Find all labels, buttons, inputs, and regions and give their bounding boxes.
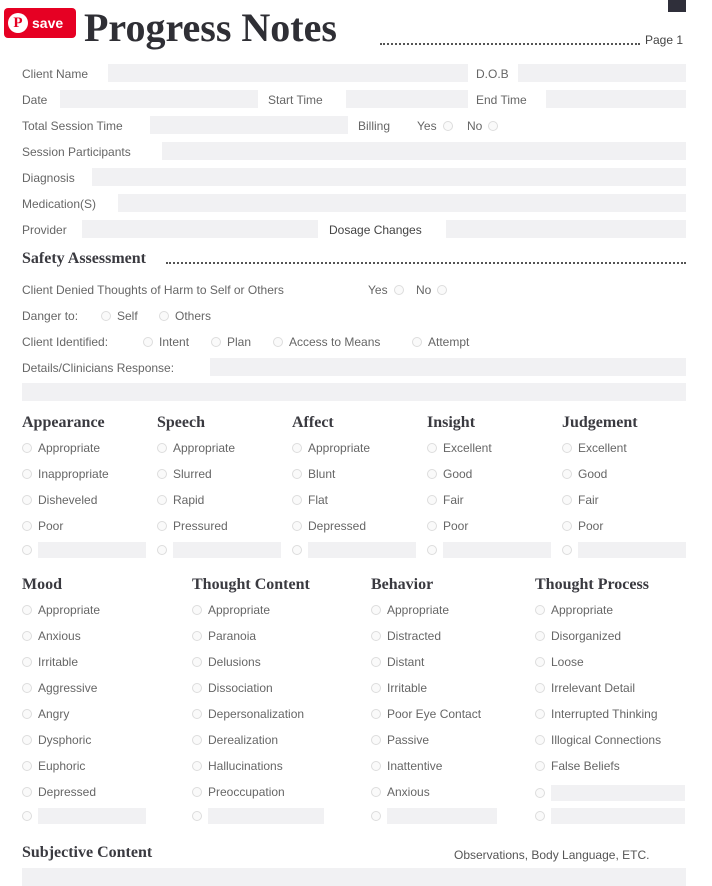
denied-thoughts-label: Client Denied Thoughts of Harm to Self or Others [22, 283, 284, 297]
checkbox-option[interactable] [157, 493, 204, 507]
radio-icon[interactable] [159, 311, 169, 321]
end-time-label: End Time [476, 93, 527, 107]
option-label: Flat [308, 493, 329, 507]
other-option[interactable] [535, 808, 685, 824]
radio-icon[interactable] [394, 285, 404, 295]
radio-icon[interactable] [22, 761, 32, 771]
radio-icon[interactable] [535, 761, 545, 771]
checkbox-option[interactable] [192, 759, 283, 773]
safety-assessment-heading: Safety Assessment [22, 250, 146, 267]
option-label: Anxious [38, 629, 81, 643]
diagnosis-label: Diagnosis [22, 171, 75, 185]
radio-icon[interactable] [211, 337, 221, 347]
checkbox-option[interactable] [371, 629, 441, 643]
option-label: Delusions [208, 655, 261, 669]
radio-icon[interactable] [562, 521, 572, 531]
option-label: Good [578, 467, 608, 481]
radio-icon[interactable] [22, 811, 32, 821]
checkbox-option[interactable] [22, 655, 78, 669]
radio-icon[interactable] [192, 709, 202, 719]
radio-icon[interactable] [371, 787, 381, 797]
option-label: Fair [578, 493, 599, 507]
checkbox-option[interactable] [292, 493, 328, 507]
checkbox-option[interactable] [371, 681, 427, 695]
diagnosis-field[interactable] [92, 168, 686, 186]
option-label: Paranoia [208, 629, 257, 643]
subjective-hint: Observations, Body Language, ETC. [454, 848, 650, 862]
checkbox-option[interactable] [157, 519, 228, 533]
billing-no-option[interactable] [467, 119, 498, 133]
section-heading: Thought Content [192, 576, 310, 593]
radio-icon[interactable] [292, 495, 302, 505]
radio-icon[interactable] [157, 443, 167, 453]
option-label: Appropriate [38, 603, 101, 617]
option-label: Angry [38, 707, 70, 721]
radio-icon[interactable] [192, 657, 202, 667]
denied-yes-option[interactable] [368, 283, 404, 297]
other-field[interactable] [308, 542, 416, 558]
radio-icon[interactable] [22, 521, 32, 531]
option-label: Dissociation [208, 681, 273, 695]
checkbox-option[interactable] [22, 759, 85, 773]
radio-icon[interactable] [273, 337, 283, 347]
radio-icon[interactable] [192, 735, 202, 745]
option-label: Distracted [387, 629, 442, 643]
total-session-time-field[interactable] [150, 116, 348, 134]
option-label: Fair [443, 493, 464, 507]
checkbox-option[interactable] [371, 707, 481, 721]
denied-yes-label: Yes [368, 283, 388, 297]
radio-icon[interactable] [371, 735, 381, 745]
radio-icon[interactable] [535, 811, 545, 821]
radio-icon[interactable] [292, 469, 302, 479]
attempt-option[interactable] [412, 335, 469, 349]
access-option[interactable] [273, 335, 380, 349]
checkbox-option[interactable] [535, 759, 620, 773]
other-option[interactable] [371, 808, 497, 824]
checkbox-option[interactable] [192, 655, 261, 669]
radio-icon[interactable] [192, 761, 202, 771]
option-label: Disorganized [551, 629, 622, 643]
radio-icon[interactable] [535, 709, 545, 719]
radio-icon[interactable] [157, 545, 167, 555]
other-field[interactable] [173, 542, 281, 558]
option-label: Excellent [443, 441, 492, 455]
subjective-content-field[interactable] [22, 868, 686, 886]
option-label: Dysphoric [38, 733, 92, 747]
section-heading: Mood [22, 576, 62, 593]
option-label: Anxious [387, 785, 430, 799]
billing-yes-label: Yes [417, 119, 437, 133]
title-divider [380, 43, 640, 45]
checkbox-option[interactable] [371, 655, 424, 669]
option-label: Irritable [387, 681, 428, 695]
other-field[interactable] [208, 808, 324, 824]
page-title: Progress Notes [84, 5, 337, 50]
option-label: Pressured [173, 519, 228, 533]
checkbox-option[interactable] [22, 707, 69, 721]
checkbox-option[interactable] [22, 785, 96, 799]
checkbox-option[interactable] [292, 519, 366, 533]
checkbox-option[interactable] [22, 519, 63, 533]
date-field[interactable] [60, 90, 258, 108]
radio-icon[interactable] [371, 631, 381, 641]
medications-label: Medication(S) [22, 197, 97, 211]
option-label: Derealization [208, 733, 279, 747]
billing-yes-option[interactable] [417, 119, 453, 133]
checkbox-option[interactable] [292, 441, 370, 455]
option-label: Hallucinations [208, 759, 283, 773]
radio-icon[interactable] [562, 443, 572, 453]
checkbox-option[interactable] [535, 681, 635, 695]
radio-icon[interactable] [443, 121, 453, 131]
checkbox-option[interactable] [427, 493, 464, 507]
checkbox-option[interactable] [562, 467, 607, 481]
section-heading: Affect [292, 414, 334, 431]
pinterest-icon: P [8, 13, 28, 33]
danger-self-option[interactable] [101, 309, 138, 323]
checkbox-option[interactable] [535, 655, 584, 669]
provider-label: Provider [22, 223, 67, 237]
radio-icon[interactable] [22, 443, 32, 453]
radio-icon[interactable] [22, 657, 32, 667]
option-label: Poor [443, 519, 469, 533]
end-time-field[interactable] [546, 90, 686, 108]
date-label: Date [22, 93, 48, 107]
option-label: Appropriate [551, 603, 614, 617]
radio-icon[interactable] [371, 811, 381, 821]
option-label: Loose [551, 655, 584, 669]
option-label: Appropriate [387, 603, 450, 617]
radio-icon[interactable] [427, 545, 437, 555]
checkbox-option[interactable] [292, 467, 335, 481]
radio-icon[interactable] [535, 683, 545, 693]
other-option[interactable] [562, 542, 686, 558]
other-option[interactable] [535, 785, 685, 801]
checkbox-option[interactable] [535, 707, 658, 721]
attempt-label: Attempt [428, 335, 470, 349]
billing-label: Billing [358, 119, 391, 133]
radio-icon[interactable] [562, 495, 572, 505]
option-label: Disheveled [38, 493, 98, 507]
option-label: Poor [578, 519, 604, 533]
plan-option[interactable] [211, 335, 251, 349]
checkbox-option[interactable] [192, 707, 304, 721]
option-label: Depersonalization [208, 707, 305, 721]
radio-icon[interactable] [157, 469, 167, 479]
radio-icon[interactable] [22, 469, 32, 479]
checkbox-option[interactable] [22, 681, 97, 695]
start-time-label: Start Time [268, 93, 323, 107]
section-heading: Appearance [22, 414, 105, 431]
checkbox-option[interactable] [427, 467, 472, 481]
radio-icon[interactable] [192, 811, 202, 821]
radio-icon[interactable] [101, 311, 111, 321]
other-option[interactable] [192, 808, 324, 824]
radio-icon[interactable] [562, 469, 572, 479]
checkbox-option[interactable] [427, 519, 468, 533]
checkbox-option[interactable] [22, 467, 109, 481]
radio-icon[interactable] [488, 121, 498, 131]
billing-no-label: No [467, 119, 483, 133]
section-heading: Insight [427, 414, 476, 431]
option-label: Poor [38, 519, 64, 533]
option-label: Inattentive [387, 759, 443, 773]
radio-icon[interactable] [22, 631, 32, 641]
section-heading: Speech [157, 414, 205, 431]
checkbox-option[interactable] [562, 493, 599, 507]
other-field[interactable] [551, 808, 685, 824]
radio-icon[interactable] [22, 545, 32, 555]
checkbox-option[interactable] [562, 441, 627, 455]
option-label: Appropriate [173, 441, 236, 455]
checkbox-option[interactable] [192, 681, 273, 695]
option-label: Slurred [173, 467, 212, 481]
radio-icon[interactable] [192, 605, 202, 615]
other-option[interactable] [427, 542, 551, 558]
option-label: Appropriate [208, 603, 271, 617]
access-label: Access to Means [289, 335, 381, 349]
danger-to-label: Danger to: [22, 309, 79, 323]
start-time-field[interactable] [346, 90, 468, 108]
checkbox-option[interactable] [192, 629, 256, 643]
page-corner-tab [668, 0, 686, 12]
radio-icon[interactable] [157, 495, 167, 505]
checkbox-option[interactable] [562, 519, 603, 533]
radio-icon[interactable] [192, 631, 202, 641]
option-label: Appropriate [308, 441, 371, 455]
radio-icon[interactable] [22, 709, 32, 719]
other-field[interactable] [443, 542, 551, 558]
checkbox-option[interactable] [157, 441, 235, 455]
checkbox-option[interactable] [22, 629, 81, 643]
checkbox-option[interactable] [427, 441, 492, 455]
radio-icon[interactable] [535, 735, 545, 745]
option-label: Irrelevant Detail [551, 681, 636, 695]
details-label: Details/Clinicians Response: [22, 361, 175, 375]
pinterest-save-button[interactable] [4, 8, 76, 38]
intent-label: Intent [159, 335, 190, 349]
other-field[interactable] [387, 808, 497, 824]
safety-divider [166, 262, 686, 264]
radio-icon[interactable] [371, 657, 381, 667]
radio-icon[interactable] [562, 545, 572, 555]
page-number: Page 1 [645, 33, 684, 47]
option-label: Good [443, 467, 473, 481]
option-label: Depressed [38, 785, 97, 799]
denied-no-option[interactable] [416, 283, 447, 297]
option-label: Aggressive [38, 681, 98, 695]
radio-icon[interactable] [535, 657, 545, 667]
client-name-label: Client Name [22, 67, 89, 81]
checkbox-option[interactable] [192, 785, 285, 799]
radio-icon[interactable] [22, 735, 32, 745]
checkbox-option[interactable] [371, 733, 429, 747]
client-identified-label: Client Identified: [22, 335, 109, 349]
dob-label: D.O.B [476, 67, 509, 81]
checkbox-option[interactable] [22, 441, 100, 455]
section-heading: Behavior [371, 576, 434, 593]
radio-icon[interactable] [427, 521, 437, 531]
other-field[interactable] [38, 808, 146, 824]
radio-icon[interactable] [437, 285, 447, 295]
checkbox-option[interactable] [371, 785, 430, 799]
checkbox-option[interactable] [535, 629, 621, 643]
radio-icon[interactable] [292, 521, 302, 531]
details-field-line-2[interactable] [22, 383, 686, 401]
radio-icon[interactable] [371, 709, 381, 719]
other-field[interactable] [578, 542, 686, 558]
radio-icon[interactable] [371, 605, 381, 615]
option-label: Illogical Connections [551, 733, 662, 747]
details-field[interactable] [210, 358, 686, 376]
provider-field[interactable] [82, 220, 318, 238]
checkbox-option[interactable] [371, 603, 449, 617]
radio-icon[interactable] [22, 605, 32, 615]
dosage-changes-label: Dosage Changes [329, 223, 422, 237]
other-field[interactable] [551, 785, 685, 801]
total-session-time-label: Total Session Time [22, 119, 123, 133]
radio-icon[interactable] [412, 337, 422, 347]
session-participants-field[interactable] [162, 142, 686, 160]
radio-icon[interactable] [143, 337, 153, 347]
others-label: Others [175, 309, 212, 323]
other-field[interactable] [38, 542, 146, 558]
option-label: Euphoric [38, 759, 86, 773]
intent-option[interactable] [143, 335, 189, 349]
danger-others-option[interactable] [159, 309, 211, 323]
save-label: save [32, 15, 64, 31]
option-label: False Beliefs [551, 759, 620, 773]
radio-icon[interactable] [371, 683, 381, 693]
radio-icon[interactable] [427, 469, 437, 479]
checkbox-option[interactable] [192, 733, 278, 747]
subjective-content-heading: Subjective Content [22, 844, 153, 861]
other-option[interactable] [157, 542, 281, 558]
radio-icon[interactable] [427, 443, 437, 453]
radio-icon[interactable] [22, 683, 32, 693]
radio-icon[interactable] [535, 605, 545, 615]
plan-label: Plan [227, 335, 252, 349]
self-label: Self [117, 309, 138, 323]
medications-field[interactable] [118, 194, 686, 212]
radio-icon[interactable] [292, 545, 302, 555]
option-label: Poor Eye Contact [387, 707, 482, 721]
option-label: Blunt [308, 467, 336, 481]
checkbox-option[interactable] [535, 603, 613, 617]
radio-icon[interactable] [292, 443, 302, 453]
checkbox-option[interactable] [371, 759, 442, 773]
denied-no-label: No [416, 283, 432, 297]
option-label: Excellent [578, 441, 627, 455]
radio-icon[interactable] [192, 683, 202, 693]
option-label: Rapid [173, 493, 205, 507]
radio-icon[interactable] [192, 787, 202, 797]
other-option[interactable] [22, 542, 146, 558]
option-label: Depressed [308, 519, 367, 533]
session-participants-label: Session Participants [22, 145, 131, 159]
checkbox-option[interactable] [192, 603, 270, 617]
option-label: Appropriate [38, 441, 101, 455]
option-label: Irritable [38, 655, 79, 669]
option-label: Inappropriate [38, 467, 109, 481]
section-heading: Thought Process [535, 576, 649, 593]
dob-field[interactable] [518, 64, 686, 82]
radio-icon[interactable] [22, 495, 32, 505]
radio-icon[interactable] [22, 787, 32, 797]
other-option[interactable] [22, 808, 146, 824]
other-option[interactable] [292, 542, 416, 558]
dosage-changes-field[interactable] [446, 220, 686, 238]
radio-icon[interactable] [157, 521, 167, 531]
checkbox-option[interactable] [535, 733, 661, 747]
checkbox-option[interactable] [22, 493, 97, 507]
option-label: Preoccupation [208, 785, 285, 799]
radio-icon[interactable] [427, 495, 437, 505]
radio-icon[interactable] [535, 788, 545, 798]
checkbox-option[interactable] [22, 603, 100, 617]
checkbox-option[interactable] [22, 733, 91, 747]
option-label: Distant [387, 655, 425, 669]
section-heading: Judgement [562, 414, 638, 431]
option-label: Interrupted Thinking [551, 707, 658, 721]
client-name-field[interactable] [108, 64, 468, 82]
checkbox-option[interactable] [157, 467, 212, 481]
option-label: Passive [387, 733, 430, 747]
radio-icon[interactable] [535, 631, 545, 641]
radio-icon[interactable] [371, 761, 381, 771]
